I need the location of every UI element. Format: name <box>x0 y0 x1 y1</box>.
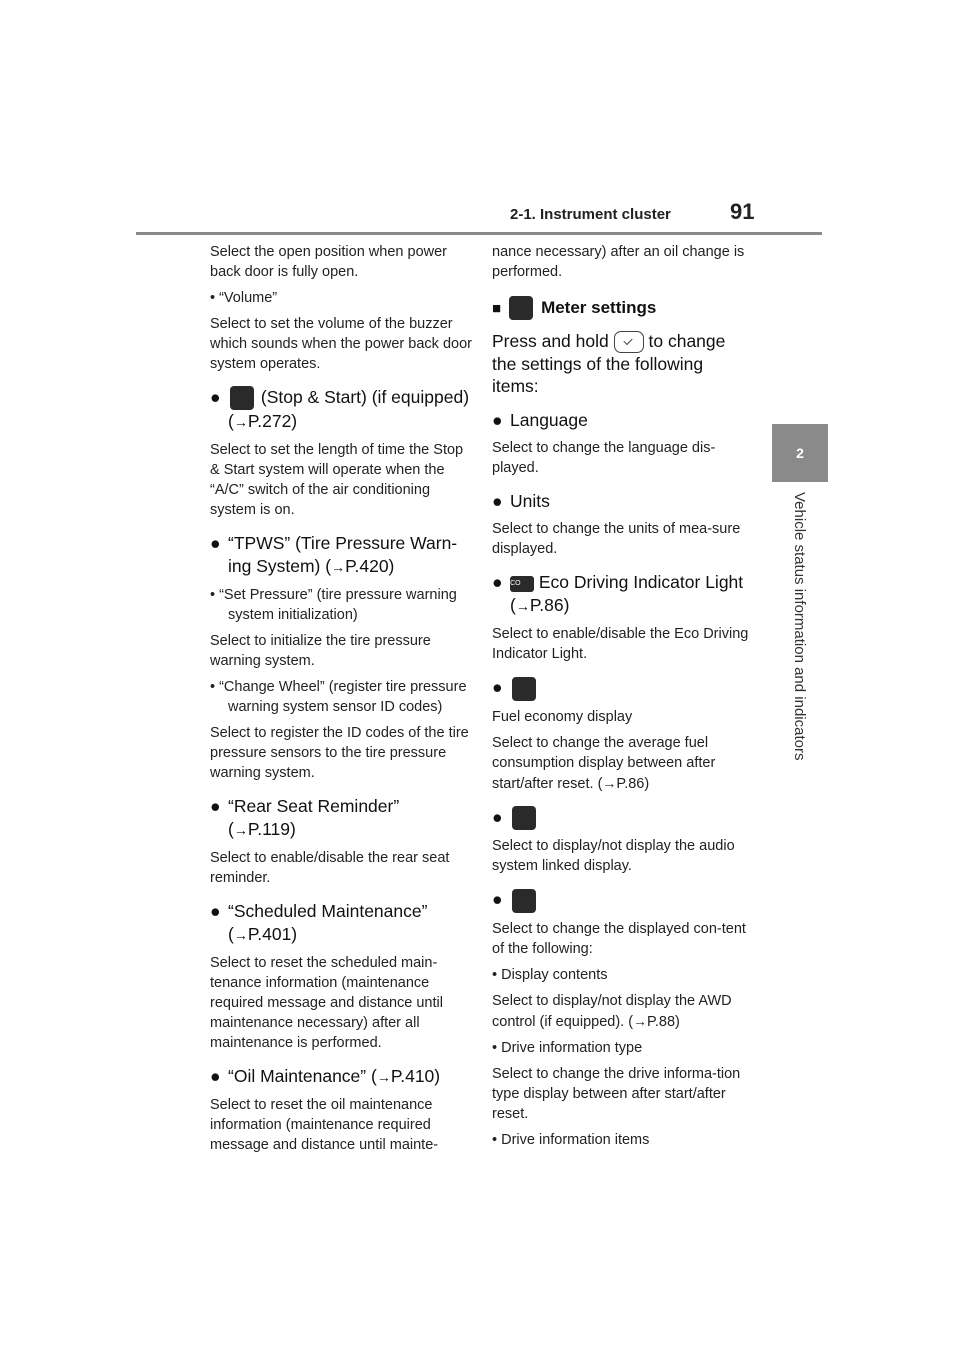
paragraph: Select to display/not display the AWD control (if equipped). (→P.88) <box>492 992 732 1030</box>
header-rule <box>136 232 822 235</box>
item-heading-rear-seat: ● “Rear Seat Reminder” (→P.119) <box>210 796 400 840</box>
paragraph: Select to change the language dis-played. <box>492 440 716 477</box>
paragraph: Select the open position when power back door is fully open. <box>210 244 447 280</box>
paragraph: Select to change the drive informa-tion type display between after start/after reset. <box>492 1065 741 1122</box>
item-heading-fuel-economy: ● <box>492 676 754 700</box>
paragraph: Select to set the volume of the buzzer which sounds when the power back door system operates. <box>210 316 472 372</box>
eco-indicator-icon: ECO <box>510 576 534 592</box>
page-number: 91 <box>730 199 755 224</box>
list-item: • “Volume” <box>210 290 278 306</box>
paragraph: Fuel economy display <box>492 708 633 725</box>
list-item: • Drive information type <box>492 1039 643 1056</box>
music-note-icon <box>512 806 536 830</box>
item-heading-oil-maintenance: ● “Oil Maintenance” (→P.410) <box>210 1066 441 1087</box>
vehicle-info-icon <box>512 889 536 913</box>
list-item: • Display contents <box>492 966 608 983</box>
fuel-economy-leaf-icon <box>512 677 536 701</box>
paragraph: nance necessary) after an oil change is performed. <box>492 244 745 280</box>
left-column <box>210 242 472 1161</box>
paragraph: Select to display/not display the audio system linked display. <box>492 838 735 875</box>
paragraph: Select to change the average fuel consumption display between after start/after reset. (→P.86) <box>492 734 716 792</box>
item-heading-scheduled-maintenance: ● “Scheduled Maintenance” (→P.401) <box>210 901 428 945</box>
stop-start-icon <box>230 386 254 410</box>
right-column <box>492 242 754 1156</box>
item-heading-eco: ● ECO Eco Driving Indicator Light (→P.86) <box>492 572 744 616</box>
list-item: • “Set Pressure” (tire pressure warning system initialization) <box>210 587 457 624</box>
paragraph: Select to reset the oil maintenance information (maintenance required message and distance until mainte- <box>210 1097 439 1154</box>
chapter-title-vertical: Vehicle status information and indicators <box>791 492 808 761</box>
paragraph: Select to initialize the tire pressure warning system. <box>210 633 431 670</box>
paragraph: Select to change the units of mea-sure displayed. <box>492 521 741 558</box>
paragraph: Select to enable/disable the Eco Driving Indicator Light. <box>492 626 749 663</box>
item-heading-language: ● Language <box>492 410 588 431</box>
paragraph: Select to reset the scheduled main-tenance information (maintenance required message and distance until maintenance necessary) after all maintenance is performed. <box>210 955 443 1052</box>
section-heading-meter-settings: ■ Meter settings <box>492 296 754 320</box>
list-item: • Drive information items <box>492 1131 650 1148</box>
chapter-tab: 2 <box>772 424 828 482</box>
list-item: • “Change Wheel” (register tire pressure warning system sensor ID codes) <box>210 679 467 716</box>
item-heading-units: ● Units <box>492 491 550 512</box>
item-heading-audio: ● <box>492 806 754 830</box>
item-heading-stop-start: ● (Stop & Start) (if equipped) (→P.272) <box>210 387 470 432</box>
paragraph: Select to change the displayed con-tent of the following: <box>492 920 746 957</box>
meter-settings-icon <box>509 296 533 320</box>
item-heading-tpws: ● “TPWS” (Tire Pressure Warn-ing System) (→P.420) <box>210 533 458 577</box>
paragraph: Press and hold to change the settings of the following items: <box>492 331 726 397</box>
item-heading-vehicle-info: ● <box>492 888 754 912</box>
paragraph: Select to set the length of time the Stop & Start system will operate when the “A/C” switch of the air conditioning system is on. <box>210 442 464 519</box>
paragraph: Select to enable/disable the rear seat reminder. <box>210 850 450 887</box>
ok-button-icon <box>614 331 644 353</box>
paragraph: Select to register the ID codes of the tire pressure sensors to the tire pressure warning system. <box>210 725 469 782</box>
header-section-title: 2-1. Instrument cluster <box>510 206 671 223</box>
